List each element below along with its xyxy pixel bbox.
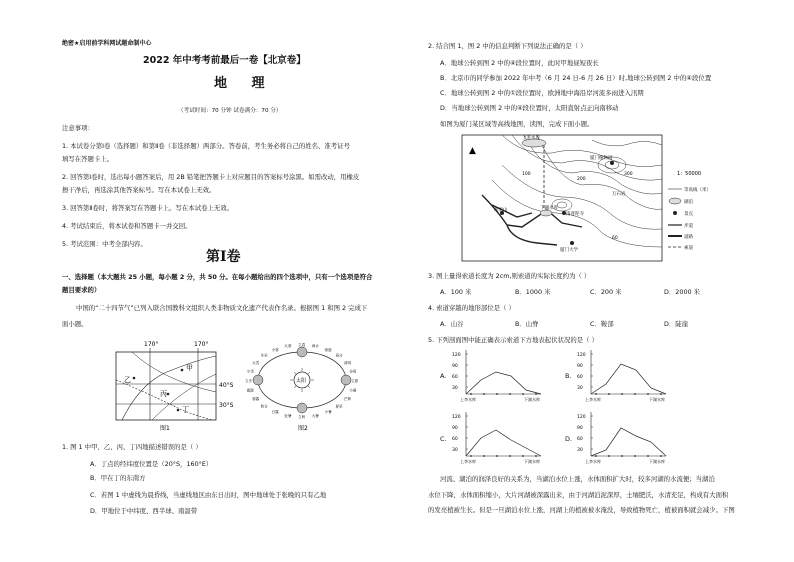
orbit-earth xyxy=(297,403,307,413)
legend-lake: 湖泊 xyxy=(684,200,693,205)
svg-text:▲: ▲ xyxy=(469,146,476,156)
profile-c xyxy=(452,410,542,466)
profile-left-label: 上李水库 xyxy=(585,397,601,402)
profile-y-tick: 120 xyxy=(577,353,586,358)
fig1-label-yi: 乙 xyxy=(124,376,131,384)
map-elev-200: 200 xyxy=(577,177,586,182)
map-label-hulishan: 胡里山 xyxy=(494,208,508,213)
q3-option-d[interactable]: D．2000 米 xyxy=(664,288,700,296)
q2-option-d[interactable]: D．当地球公转到图 2 中的④段位置时，太阳直射点正向南移动 xyxy=(440,104,619,112)
q5-option-b[interactable]: B. xyxy=(565,372,572,380)
paragraph-line: 的发亮植被生长。但是一旦湖泊水位上涨，河湖上的植被被水淹没，导致植物死亡，植被面积就会减少。下图 xyxy=(428,506,735,514)
profile-y-tick: 60 xyxy=(577,375,583,380)
map-label-xiahu: 下湖水库 xyxy=(540,206,558,211)
fig1-caption: 图1 xyxy=(160,425,170,432)
q4-option-c[interactable]: C．鞍部 xyxy=(590,320,614,328)
map-elev-60: 60 xyxy=(612,236,618,241)
q4-option-b[interactable]: B．山脊 xyxy=(515,320,539,328)
profile-right-label: 下湖水库 xyxy=(649,459,665,464)
legend-spot: 景点 xyxy=(684,212,693,217)
note-line: 擦干净后，再选涂其他答案标号。写在本试卷上无效。 xyxy=(62,186,216,194)
figure-1-map xyxy=(112,340,232,430)
profile-line xyxy=(591,364,666,394)
note-line: 3. 回答第Ⅱ卷时，将答案写在答题卡上。写在本试卷上无效。 xyxy=(62,204,234,212)
solar-term-label: 大暑 xyxy=(311,413,319,418)
map-elev-300: 300 xyxy=(624,172,633,177)
figure-2-orbit xyxy=(246,340,358,430)
profile-y-tick: 120 xyxy=(452,353,461,358)
solar-term-label: 小满 xyxy=(349,388,357,393)
note-line: 5. 考试范围：中考全部内容。 xyxy=(62,240,147,248)
solar-term-label: 寒露 xyxy=(252,397,260,401)
solar-term-label: 清明 xyxy=(343,361,352,365)
solar-term-label: 立春 xyxy=(298,343,306,347)
fig1-lat-1: 40°S xyxy=(219,382,234,389)
subject-title: 地 理 xyxy=(214,76,275,91)
q4-option-a[interactable]: A．山谷 xyxy=(440,320,464,328)
q3-option-c[interactable]: C．200 米 xyxy=(590,288,622,296)
exam-title: 2022 年中考考前最后一卷【北京卷】 xyxy=(143,55,306,66)
paragraph-line: 水位下降，水体面积缩小，大片河湖被深露出来，由于河湖泊泥深厚，土壤肥沃，水清充足，构成有大面积 xyxy=(428,491,729,499)
q2-option-c[interactable]: C．地球公转到图 2 中的①段位置时，欧洲地中海沿岸河流多雨进入汛期 xyxy=(440,89,644,97)
q1-option-d[interactable]: D．甲地位于中纬度、西半球、南温带 xyxy=(90,507,198,515)
part-heading-cont: 题目要求的） xyxy=(62,286,101,294)
paragraph-line: 河流、湖泊的润泽良好的关系为，当湖泊水位上涨，水体面积扩大时，较多河湖的水流便；当湖泊 xyxy=(440,475,715,483)
profile-y-tick: 120 xyxy=(452,415,461,420)
fig1-lon-right: 170° xyxy=(194,341,209,348)
header-note: 绝密★启用前学科网试题命制中心 xyxy=(62,40,152,47)
profile-y-tick: 120 xyxy=(577,415,586,420)
solar-term-label: 夏至 xyxy=(335,404,343,409)
fig1-lat-2: 30°S xyxy=(219,402,234,409)
orbit-earth xyxy=(253,375,263,385)
solar-term-label: 立夏 xyxy=(351,379,359,383)
solar-term-label: 雨水 xyxy=(311,344,319,349)
fig1-label-bing: 丙 xyxy=(160,390,167,398)
q3-option-b[interactable]: B．1000 米 xyxy=(515,288,551,296)
q2-stem: 2. 结合图 1、图 2 中的信息判断下列说法正确的是（ ） xyxy=(428,42,587,50)
solar-term-label: 冬至 xyxy=(260,353,268,358)
q2-option-a[interactable]: A．地球公转到图 2 中的④段位置时，此时甲地昼短夜长 xyxy=(440,59,599,67)
note-line: 4. 考试结束后，将本试卷和答题卡一并交回。 xyxy=(62,222,192,230)
q1-option-b[interactable]: B．甲在丁的东南方 xyxy=(90,474,146,482)
q5-option-a[interactable]: A. xyxy=(440,372,447,380)
solar-term-label: 惊蛰 xyxy=(324,347,332,352)
profile-line xyxy=(466,372,541,394)
fig1-label-jia: 甲 xyxy=(186,364,193,372)
map-intro: 如图为厦门某区域等高线地图，读图，完成下面小题。 xyxy=(440,120,594,128)
profile-d xyxy=(577,410,667,466)
legend-trail: 步道 xyxy=(684,224,693,229)
solar-term-label: 立秋 xyxy=(298,415,306,419)
profile-y-tick: 60 xyxy=(452,437,458,442)
profile-right-label: 下湖水库 xyxy=(524,397,540,402)
profile-y-tick: 60 xyxy=(577,437,583,442)
q1-option-a[interactable]: A．丁点的经纬度位置是（20°S，160°E） xyxy=(90,460,213,468)
profile-line xyxy=(591,428,666,456)
fig1-lon-left: 170° xyxy=(144,341,159,348)
q4-stem: 4. 索道穿越的地形部位是（ ） xyxy=(428,304,515,312)
orbit-earth xyxy=(341,375,351,385)
solar-term-label: 小雪 xyxy=(246,369,254,374)
profile-left-label: 上李水库 xyxy=(460,459,476,464)
profile-b xyxy=(577,348,667,404)
map-label-nanputuo: 南普陀寺 xyxy=(566,212,584,217)
solar-term-label: 小暑 xyxy=(324,410,332,415)
solar-term-label: 谷雨 xyxy=(349,369,357,374)
q5-option-d[interactable]: D. xyxy=(565,435,572,443)
fig1-label-ding: 丁 xyxy=(182,406,189,414)
fig2-caption: 图2 xyxy=(298,425,308,432)
profile-y-tick: 30 xyxy=(452,448,458,453)
fig2-sun-label: 太阳 xyxy=(296,378,307,384)
section-title: 第Ⅰ卷 xyxy=(206,249,241,265)
profile-y-tick: 30 xyxy=(577,448,583,453)
profile-right-label: 下湖水库 xyxy=(649,397,665,402)
solar-term-label: 秋分 xyxy=(260,404,268,409)
map-label-xmu: 厦门大学 xyxy=(560,248,578,253)
map-label-shangli: 上李水库 xyxy=(522,136,540,141)
q2-option-b[interactable]: B．北京市的同学参加 2022 年中考（6 月 24 日-6 月 26 日）时,地球公转到图 2 中的④段位置 xyxy=(440,74,712,82)
profile-y-tick: 90 xyxy=(452,426,458,431)
legend-road: 道路 xyxy=(684,235,693,240)
solar-term-label: 霜降 xyxy=(246,388,254,393)
q5-option-c[interactable]: C. xyxy=(440,435,447,443)
note-line: 1. 本试卷分第Ⅰ卷（选择题）和第Ⅱ卷（非选择题）两部分。答卷前，考生务必将自己的姓名、准考证号 xyxy=(62,142,350,150)
solar-term-label: 大寒 xyxy=(284,344,292,349)
intro-text: 中国的“二十四节气”已列入联合国教科文组织人类非物质文化遗产代表作名录。根据图 1 和图 2 完成下 xyxy=(76,304,368,312)
profile-y-tick: 60 xyxy=(452,375,458,380)
exam-info: （考试时间：70 分钟 试卷满分：70 分） xyxy=(178,108,282,114)
legend-cableway: 索道 xyxy=(684,246,693,251)
q3-stem: 3. 图上量得索道长度为 2cm,则索道的实际长度约为（ ） xyxy=(428,272,591,280)
q4-option-d[interactable]: D．陡崖 xyxy=(664,320,689,328)
map-elev-100: 100 xyxy=(522,172,531,177)
note-line: 2. 回答第Ⅰ卷时，选出每小题答案后，用 2B 铅笔把答题卡上对应题目的答案标号涂黑。如需改动，用橡皮 xyxy=(62,173,360,181)
profile-y-tick: 90 xyxy=(452,364,458,369)
q1-option-c[interactable]: C．若图 1 中虚线为晨昏线，当虚线地区由东日出时，图中地球处于张晚的只有乙地 xyxy=(90,491,327,499)
orbit-earth xyxy=(297,347,307,357)
map-label-wanshi: 万石岩 xyxy=(612,192,626,197)
profile-line xyxy=(466,430,541,456)
profile-left-label: 上李水库 xyxy=(585,459,601,464)
solar-term-label: 春分 xyxy=(335,353,343,358)
note-line: 填写在答题卡上。 xyxy=(62,155,114,163)
solar-term-label: 处暑 xyxy=(284,413,292,418)
profile-y-tick: 90 xyxy=(577,426,583,431)
intro-text-cont: 面小题。 xyxy=(62,320,88,328)
map-label-botanic: 厦门植物园 xyxy=(590,156,613,161)
profile-right-label: 下湖水库 xyxy=(524,459,540,464)
profile-left-label: 上李水库 xyxy=(460,397,476,402)
q5-stem: 5. 下列剖面图中能正确表示索道下方地表起伏状况的是（ ） xyxy=(428,336,598,344)
profile-y-tick: 30 xyxy=(452,386,458,391)
solar-term-label: 白露 xyxy=(271,410,279,415)
notes-heading: 注意事项： xyxy=(62,124,94,132)
solar-term-label: 芒种 xyxy=(343,397,352,401)
contour-map xyxy=(462,135,722,263)
solar-term-label: 大雪 xyxy=(252,361,260,365)
part-heading: 一、选择题（本大题共 25 小题，每小题 2 分，共 50 分。在每小题给出的四个选项中，只有一个选项是符合 xyxy=(62,273,373,281)
profile-y-tick: 90 xyxy=(577,364,583,369)
solar-term-label: 立冬 xyxy=(245,379,253,383)
map-scale: 1：50000 xyxy=(677,171,702,177)
profile-y-tick: 30 xyxy=(577,386,583,391)
profile-a xyxy=(452,348,542,404)
q1-stem: 1. 图 1 中甲、乙、丙、丁四地描述错误的是（ ） xyxy=(62,443,202,451)
legend-contour: 等高线（米） xyxy=(684,188,711,193)
solar-term-label: 小寒 xyxy=(271,347,279,352)
q3-option-a[interactable]: A．100 米 xyxy=(440,288,472,296)
